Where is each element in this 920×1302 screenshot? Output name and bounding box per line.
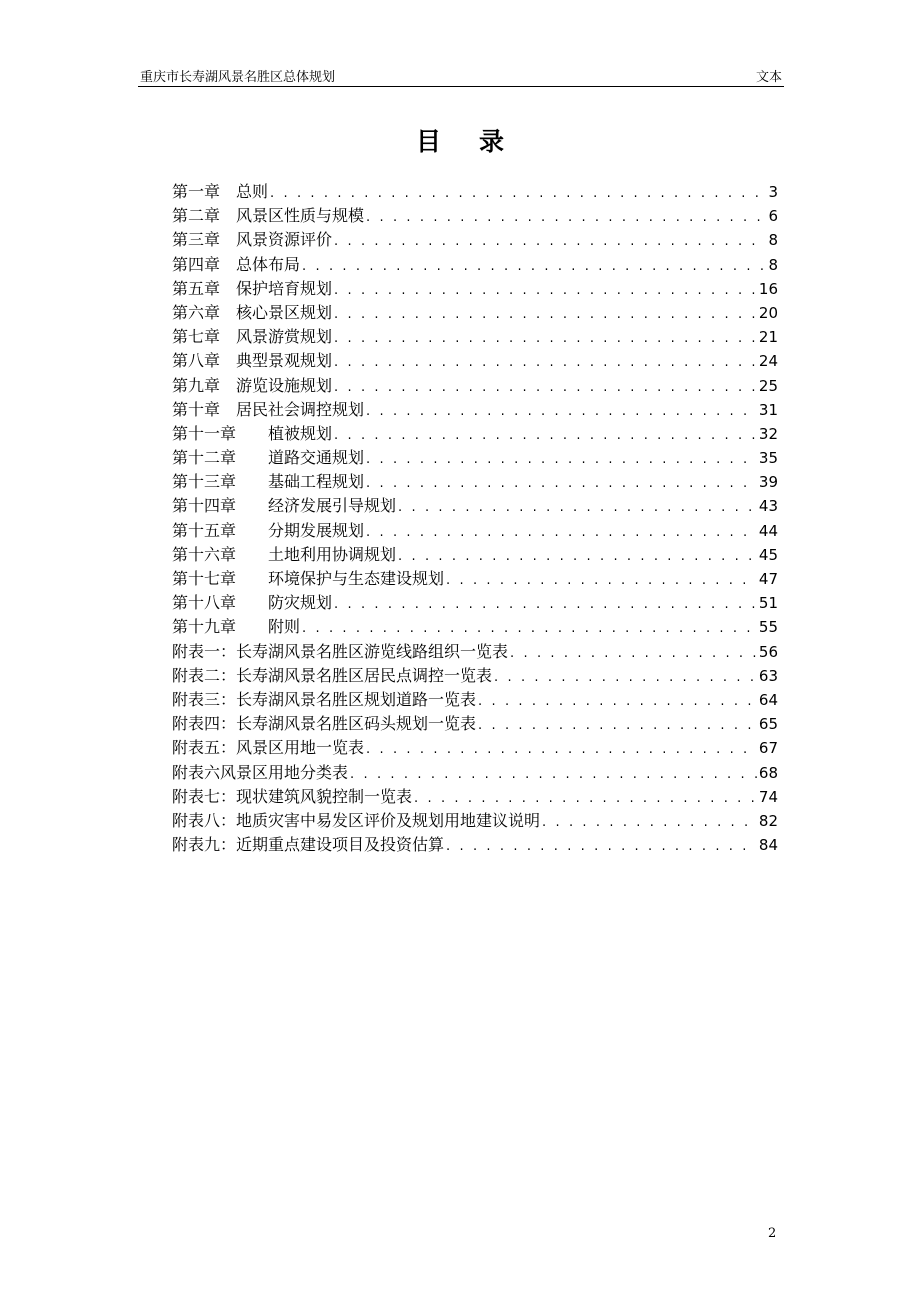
toc-entry-title: 环境保护与生态建设规划 xyxy=(268,569,445,588)
toc-entry[interactable] xyxy=(172,446,778,470)
toc-entry-page: 35 xyxy=(758,449,778,468)
toc-entry-chapter: 附表九： xyxy=(172,835,237,855)
toc-entry-label xyxy=(172,688,476,712)
toc-entry[interactable] xyxy=(172,204,778,228)
toc-entry-page: 74 xyxy=(758,787,778,806)
toc-entry-chapter: 第十四章 xyxy=(172,496,237,516)
toc-entry-chapter: 第十三章 xyxy=(172,472,237,492)
toc-entry-page: 24 xyxy=(758,352,778,371)
toc-entry-chapter: 第二章 xyxy=(172,206,221,226)
toc-entry-leader xyxy=(478,714,757,738)
toc-entry[interactable] xyxy=(172,712,778,736)
toc-entry-label xyxy=(172,640,508,664)
toc-entry-title: 防灾规划 xyxy=(268,593,333,613)
toc-entry-label xyxy=(172,349,332,373)
toc-entry-title: 保护培育规划 xyxy=(236,278,333,298)
toc-entry-chapter: 附表二： xyxy=(172,665,237,685)
toc-entry[interactable] xyxy=(172,785,778,809)
toc-entry-leader xyxy=(366,738,757,762)
toc-entry-title: 道路交通规划 xyxy=(268,448,365,468)
toc-entry[interactable] xyxy=(172,615,778,639)
toc-title: 目录 xyxy=(415,127,542,156)
toc-entry-leader xyxy=(334,303,757,327)
toc-entry-page: 68 xyxy=(758,763,778,782)
toc-entry-title: 长寿湖风景名胜区规划道路一览表 xyxy=(236,689,477,709)
toc-entry-page: 32 xyxy=(758,424,778,443)
toc-entry-page: 25 xyxy=(758,376,778,395)
toc-entry-title: 长寿湖风景名胜区码头规划一览表 xyxy=(236,714,477,734)
toc-entry-page: 20 xyxy=(758,303,778,322)
toc-entry-leader xyxy=(366,448,757,472)
toc-entry-chapter: 附表三： xyxy=(172,689,237,709)
toc-entry[interactable] xyxy=(172,228,778,252)
toc-entry[interactable] xyxy=(172,422,778,446)
toc-entry-title: 居民社会调控规划 xyxy=(236,399,365,419)
toc-entry-page: 56 xyxy=(758,642,778,661)
toc-entry-page: 44 xyxy=(758,521,778,540)
toc-entry-leader xyxy=(334,351,757,375)
toc-entry-label xyxy=(172,761,348,785)
toc-entry-title: 总则 xyxy=(236,182,269,201)
toc-entry-page: 47 xyxy=(758,570,778,588)
toc-entry-chapter: 附表六 xyxy=(172,762,221,782)
toc-entry-chapter: 第九章 xyxy=(172,375,221,395)
toc-entry-title: 附则 xyxy=(268,617,301,637)
toc-entry-title: 经济发展引导规划 xyxy=(268,496,397,516)
toc-entry-page: 45 xyxy=(758,545,778,564)
toc-entry[interactable] xyxy=(172,349,778,373)
toc-entry-leader xyxy=(446,835,757,859)
toc-entry-leader xyxy=(334,327,757,351)
toc-entry-chapter: 附表一： xyxy=(172,641,237,661)
toc-entry-label xyxy=(172,277,332,301)
toc-entry-page: 51 xyxy=(758,594,778,613)
header-document-title: 重庆市长寿湖风景名胜区总体规划 xyxy=(140,70,336,85)
toc-entry-title: 基础工程规划 xyxy=(268,472,365,492)
toc-entry-label xyxy=(172,422,332,446)
toc-entry-page: 31 xyxy=(758,400,778,419)
toc-entry-title: 核心景区规划 xyxy=(236,302,333,322)
toc-entry-page: 16 xyxy=(758,279,778,298)
toc-entry-leader xyxy=(398,545,757,569)
toc-entry-leader xyxy=(334,376,757,400)
toc-entry[interactable] xyxy=(172,325,778,349)
toc-entry-leader xyxy=(414,787,757,811)
toc-entry-leader xyxy=(510,642,757,666)
toc-entry-label xyxy=(172,374,332,398)
toc-entry-label xyxy=(172,446,364,470)
toc-entry-chapter: 附表七： xyxy=(172,786,237,806)
toc-entry-label xyxy=(172,567,444,591)
toc-entry[interactable] xyxy=(172,519,778,543)
toc-entry-leader xyxy=(398,496,757,520)
toc-entry-leader xyxy=(494,666,757,690)
toc-entry-label xyxy=(172,736,364,760)
toc-entry[interactable] xyxy=(172,253,778,277)
toc-entry-title: 风景区用地分类表 xyxy=(220,762,349,782)
toc-entry-chapter: 第十七章 xyxy=(172,569,237,588)
toc-entry-label xyxy=(172,228,332,252)
toc-entry[interactable] xyxy=(172,761,778,785)
toc-entry[interactable] xyxy=(172,833,778,857)
toc-entry-title: 游览设施规划 xyxy=(236,375,333,395)
toc-entry[interactable] xyxy=(172,736,778,760)
toc-entry-label xyxy=(172,204,364,228)
toc-entry[interactable] xyxy=(172,591,778,615)
toc-entry-chapter: 第八章 xyxy=(172,351,221,371)
toc-entry-page: 8 xyxy=(768,255,778,274)
toc-entry-title: 分期发展规划 xyxy=(268,520,365,540)
toc-entry[interactable] xyxy=(172,664,778,688)
toc-entry-leader xyxy=(334,230,766,254)
toc-entry[interactable] xyxy=(172,809,778,833)
toc-entry[interactable] xyxy=(172,301,778,325)
toc-entry-leader xyxy=(350,763,757,787)
toc-entry-page: 65 xyxy=(758,715,778,734)
toc-entry-chapter: 第三章 xyxy=(172,230,221,250)
toc-entry-title: 风景资源评价 xyxy=(236,230,333,250)
page-number: 2 xyxy=(768,1226,777,1241)
toc-entry-title: 近期重点建设项目及投资估算 xyxy=(236,835,445,855)
toc-entry-title: 长寿湖风景名胜区居民点调控一览表 xyxy=(236,665,493,685)
toc-entry-page: 55 xyxy=(758,618,778,637)
toc-entry-chapter: 第十一章 xyxy=(172,423,237,443)
toc-entry-leader xyxy=(446,569,757,593)
toc-entry-label xyxy=(172,712,476,736)
table-of-contents xyxy=(172,180,778,857)
toc-entry-title: 地质灾害中易发区评价及规划用地建议说明 xyxy=(236,810,541,830)
toc-entry-chapter: 第十五章 xyxy=(172,520,237,540)
toc-entry-chapter: 第五章 xyxy=(172,278,221,298)
toc-entry-page: 6 xyxy=(768,207,778,226)
toc-entry-leader xyxy=(366,206,766,230)
toc-entry[interactable] xyxy=(172,180,778,204)
toc-entry-label xyxy=(172,833,444,857)
toc-entry-title: 风景区用地一览表 xyxy=(236,738,365,758)
toc-entry-label xyxy=(172,253,300,277)
toc-entry-label xyxy=(172,785,412,809)
toc-entry-leader xyxy=(542,811,757,835)
toc-entry-leader xyxy=(302,617,757,641)
toc-entry-leader xyxy=(302,255,766,279)
toc-entry-chapter: 第四章 xyxy=(172,254,221,274)
toc-entry-label xyxy=(172,664,492,688)
toc-entry[interactable] xyxy=(172,688,778,712)
toc-entry-label xyxy=(172,180,268,204)
toc-entry-leader xyxy=(334,593,757,617)
toc-entry-label xyxy=(172,519,364,543)
toc-entry[interactable] xyxy=(172,277,778,301)
toc-entry-chapter: 第七章 xyxy=(172,327,221,347)
toc-entry[interactable] xyxy=(172,567,778,591)
toc-entry-label xyxy=(172,809,540,833)
toc-entry-leader xyxy=(334,424,757,448)
toc-entry-title: 长寿湖风景名胜区游览线路组织一览表 xyxy=(236,641,509,661)
header-section-label: 文本 xyxy=(755,70,782,85)
toc-entry[interactable] xyxy=(172,543,778,567)
toc-entry-leader xyxy=(334,279,757,303)
toc-entry-label xyxy=(172,615,300,639)
toc-entry-title: 植被规划 xyxy=(268,423,333,443)
toc-entry-label xyxy=(172,398,364,422)
toc-entry-page: 63 xyxy=(758,666,778,685)
toc-entry-leader xyxy=(366,472,757,496)
toc-entry[interactable] xyxy=(172,470,778,494)
toc-entry[interactable] xyxy=(172,494,778,518)
toc-entry-label xyxy=(172,543,396,567)
toc-entry-leader xyxy=(270,182,766,206)
toc-entry-label xyxy=(172,470,364,494)
toc-entry-chapter: 第六章 xyxy=(172,302,221,322)
toc-entry[interactable] xyxy=(172,374,778,398)
toc-entry-chapter: 第十章 xyxy=(172,399,221,419)
toc-entry-page: 67 xyxy=(758,739,778,758)
toc-entry-leader xyxy=(478,690,757,714)
toc-entry-page: 21 xyxy=(758,328,778,347)
toc-entry-chapter: 第十六章 xyxy=(172,544,237,564)
toc-entry-leader xyxy=(366,521,757,545)
toc-entry-label xyxy=(172,325,332,349)
toc-entry-page: 8 xyxy=(768,231,778,250)
toc-entry-title: 土地利用协调规划 xyxy=(268,544,397,564)
toc-entry-page: 43 xyxy=(758,497,778,516)
toc-entry-page: 64 xyxy=(758,690,778,709)
toc-entry-chapter: 附表四： xyxy=(172,714,237,734)
toc-entry[interactable] xyxy=(172,398,778,422)
toc-entry-leader xyxy=(366,400,757,424)
toc-entry-title: 现状建筑风貌控制一览表 xyxy=(236,786,413,806)
toc-entry-title: 典型景观规划 xyxy=(236,351,333,371)
toc-entry-label xyxy=(172,591,332,615)
toc-entry-label xyxy=(172,494,396,518)
toc-entry-title: 总体布局 xyxy=(236,254,301,274)
toc-entry-title: 风景游赏规划 xyxy=(236,327,333,347)
toc-entry-title: 风景区性质与规模 xyxy=(236,206,365,226)
toc-entry-page: 39 xyxy=(758,473,778,492)
toc-entry-page: 3 xyxy=(768,183,778,201)
toc-entry-chapter: 第十八章 xyxy=(172,593,237,613)
toc-entry-label xyxy=(172,301,332,325)
toc-entry-chapter: 第十九章 xyxy=(172,617,237,637)
toc-entry[interactable] xyxy=(172,640,778,664)
toc-entry-page: 82 xyxy=(758,811,778,830)
toc-entry-chapter: 附表八： xyxy=(172,810,237,830)
toc-entry-chapter: 第十二章 xyxy=(172,448,237,468)
toc-entry-page: 84 xyxy=(758,836,778,855)
toc-entry-chapter: 第一章 xyxy=(172,182,221,201)
page-header xyxy=(138,66,784,87)
toc-entry-chapter: 附表五： xyxy=(172,738,237,758)
